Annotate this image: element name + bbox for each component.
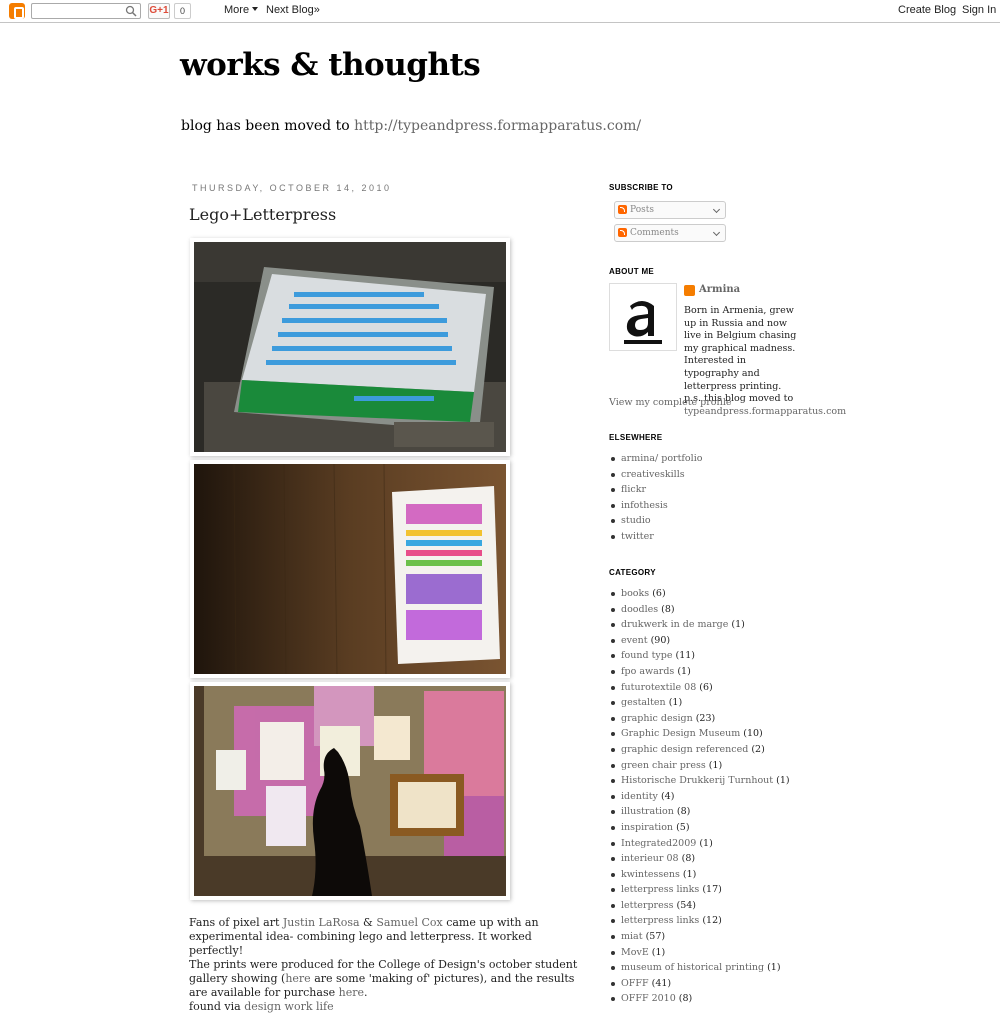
category-link[interactable]: doodles — [621, 603, 659, 615]
category-count: (1) — [699, 837, 713, 849]
post-text: found via — [189, 1000, 245, 1013]
sign-in-link[interactable]: Sign In — [962, 4, 997, 16]
category-item — [621, 945, 790, 961]
category-count: (1) — [708, 759, 723, 771]
category-item — [621, 711, 790, 727]
category-count: (90) — [650, 634, 671, 646]
post-paragraph-2 — [189, 958, 584, 1000]
post-text: & — [359, 916, 377, 929]
category-item — [621, 836, 790, 852]
gallery-image — [194, 686, 506, 896]
category-link[interactable]: MovE — [621, 946, 649, 958]
category-link[interactable]: interieur 08 — [621, 853, 679, 865]
view-complete-profile-link[interactable]: View my complete profile — [609, 397, 732, 408]
elsewhere-heading: ELSEWHERE — [609, 433, 663, 442]
category-link[interactable]: graphic design referenced — [621, 743, 749, 755]
chevron-down-icon — [713, 206, 720, 213]
chevron-down-icon — [713, 229, 720, 236]
category-link[interactable]: found type — [621, 650, 673, 662]
elsewhere-item — [621, 482, 702, 498]
category-item — [621, 773, 790, 789]
justin-larosa-link[interactable]: Justin LaRosa — [282, 916, 360, 929]
category-count: (12) — [702, 915, 722, 927]
category-item — [621, 960, 790, 976]
category-count: (8) — [681, 853, 696, 865]
category-item — [621, 913, 790, 929]
elsewhere-item — [621, 451, 702, 467]
category-link[interactable]: fpo awards — [621, 665, 675, 677]
category-count: (1) — [677, 665, 691, 677]
elsewhere-link[interactable]: creativeskills — [621, 468, 685, 480]
purchase-link[interactable]: here — [338, 986, 364, 999]
making-of-link[interactable]: here — [285, 972, 311, 985]
blogger-navbar — [0, 0, 1000, 23]
blogger-profile-icon — [684, 285, 695, 296]
elsewhere-link[interactable]: twitter — [621, 530, 654, 542]
category-link[interactable]: illustration — [621, 806, 674, 818]
category-count: (54) — [676, 899, 697, 911]
post-photo-poster-wall[interactable] — [190, 460, 510, 678]
category-item — [621, 695, 790, 711]
category-count: (2) — [751, 743, 765, 755]
create-blog-link[interactable]: Create Blog — [898, 4, 957, 16]
more-menu-button[interactable] — [224, 4, 258, 16]
rss-feed-icon — [618, 228, 627, 237]
chevron-down-icon — [252, 7, 258, 11]
category-item — [621, 664, 790, 680]
blog-description-text: blog has been moved to — [181, 118, 355, 134]
elsewhere-link[interactable]: studio — [621, 515, 651, 527]
blog-description — [181, 118, 641, 134]
post-text: Fans of pixel art — [189, 916, 283, 929]
post-text: are some 'making of' pictures), and the results are available for purchase — [189, 972, 575, 999]
poster-wall-image — [194, 464, 506, 674]
category-item — [621, 726, 790, 742]
post-body — [189, 916, 584, 1014]
category-item — [621, 602, 790, 618]
category-item — [621, 804, 790, 820]
category-count: (10) — [743, 728, 763, 740]
category-count: (11) — [675, 650, 696, 662]
subscribe-comments-label: Comments — [630, 228, 679, 238]
category-item — [621, 820, 790, 836]
category-link[interactable]: museum of historical printing — [621, 962, 765, 974]
category-count: (1) — [776, 775, 790, 787]
elsewhere-item — [621, 513, 702, 529]
lego-press-image — [194, 242, 506, 452]
elsewhere-link[interactable]: armina/ portfolio — [621, 453, 703, 464]
post-paragraph-1 — [189, 916, 584, 958]
elsewhere-link[interactable]: flickr — [621, 484, 646, 496]
category-heading: CATEGORY — [609, 568, 656, 577]
category-item — [621, 929, 790, 945]
category-item — [621, 851, 790, 867]
category-link[interactable]: gestalten — [621, 697, 666, 709]
moved-blog-link[interactable]: http://typeandpress.formapparatus.com/ — [354, 118, 642, 134]
elsewhere-item — [621, 467, 702, 483]
post-photo-lego-press[interactable] — [190, 238, 510, 456]
category-link[interactable]: OFFF 2010 — [621, 993, 676, 1005]
profile-bio-link[interactable]: typeandpress.formapparatus.com — [684, 405, 847, 417]
category-item — [621, 586, 790, 602]
elsewhere-item — [621, 529, 702, 545]
category-item — [621, 882, 790, 898]
category-count: (6) — [652, 588, 666, 599]
post-photo-gallery[interactable] — [190, 682, 510, 900]
post-text: . — [363, 986, 368, 999]
category-link[interactable]: identity — [621, 790, 658, 802]
next-blog-link[interactable]: Next Blog» — [266, 4, 320, 16]
subscribe-posts-dropdown[interactable] — [614, 201, 726, 219]
samuel-cox-link[interactable]: Samuel Cox — [376, 916, 443, 929]
category-link[interactable]: Graphic Design Museum — [621, 728, 741, 740]
design-work-life-link[interactable]: design work life — [244, 1000, 334, 1013]
category-list — [621, 586, 790, 1007]
category-link[interactable]: event — [621, 634, 648, 646]
category-count: (41) — [651, 977, 672, 989]
category-item — [621, 976, 790, 992]
category-item — [621, 991, 790, 1007]
category-item — [621, 648, 790, 664]
category-item — [621, 867, 790, 883]
category-link[interactable]: Integrated2009 — [621, 837, 697, 849]
subscribe-comments-dropdown[interactable] — [614, 224, 726, 242]
category-item — [621, 742, 790, 758]
category-count: (5) — [676, 821, 690, 833]
post-text: The prints were produced for the College of Design's october student gallery showing ( — [189, 958, 578, 985]
category-link[interactable]: inspiration — [621, 821, 674, 833]
category-item — [621, 898, 790, 914]
subscribe-heading: SUBSCRIBE TO — [609, 183, 673, 192]
elsewhere-link[interactable]: infothesis — [621, 499, 668, 511]
category-count: (23) — [695, 712, 716, 724]
category-link[interactable]: letterpress links — [621, 884, 700, 896]
category-link[interactable]: books — [621, 588, 650, 599]
post-title[interactable]: Lego+Letterpress — [189, 205, 337, 224]
post-text: came up with an experimental idea- combining lego and letterpress. It worked perfectly! — [189, 916, 539, 957]
profile-name-link[interactable]: Armina — [699, 284, 741, 295]
category-link[interactable]: letterpress — [621, 899, 674, 911]
category-count: (1) — [731, 619, 745, 631]
category-count: (8) — [661, 603, 675, 615]
google-plus-one-button[interactable]: G+1 — [148, 3, 170, 19]
category-link[interactable]: letterpress links — [621, 915, 700, 927]
category-count: (1) — [767, 962, 781, 974]
elsewhere-item — [621, 498, 702, 514]
category-link[interactable]: futurotextile 08 — [621, 681, 697, 693]
rss-feed-icon — [618, 205, 627, 214]
found-via — [189, 1000, 584, 1014]
category-count: (57) — [645, 931, 666, 943]
google-plus-one-count: 0 — [174, 3, 191, 19]
category-link[interactable]: kwintessens — [621, 868, 680, 880]
category-item — [621, 633, 790, 649]
category-link[interactable]: green chair press — [621, 759, 706, 771]
profile-bio-text: Born in Armenia, grew up in Russia and now live in Belgium chasing my graphical madness. Interested in typography and letterpress printing. p.s. this blog moved to — [684, 305, 797, 405]
blogger-logo-icon[interactable] — [9, 3, 25, 19]
category-count: (6) — [699, 681, 713, 693]
post-date: THURSDAY, OCTOBER 14, 2010 — [192, 183, 392, 193]
category-link[interactable]: drukwerk in de marge — [621, 619, 729, 631]
category-link[interactable]: Historische Drukkerij Turnhout — [621, 775, 774, 787]
category-item — [621, 758, 790, 774]
category-link[interactable]: graphic design — [621, 712, 693, 724]
search-icon[interactable] — [125, 5, 137, 17]
category-count: (8) — [676, 806, 691, 818]
category-count: (1) — [651, 946, 666, 958]
category-link[interactable]: OFFF — [621, 977, 649, 989]
category-count: (4) — [660, 790, 675, 802]
category-count: (8) — [678, 993, 693, 1005]
category-count: (17) — [702, 884, 722, 896]
subscribe-posts-label: Posts — [630, 205, 654, 215]
blog-title[interactable]: works & thoughts — [180, 47, 481, 83]
category-item — [621, 680, 790, 696]
category-count: (1) — [682, 868, 697, 880]
category-item — [621, 617, 790, 633]
category-link[interactable]: miat — [621, 931, 643, 943]
category-item — [621, 789, 790, 805]
category-count: (1) — [668, 697, 683, 709]
about-me-heading: ABOUT ME — [609, 267, 655, 276]
elsewhere-list — [621, 451, 702, 545]
more-label: More — [224, 4, 250, 16]
